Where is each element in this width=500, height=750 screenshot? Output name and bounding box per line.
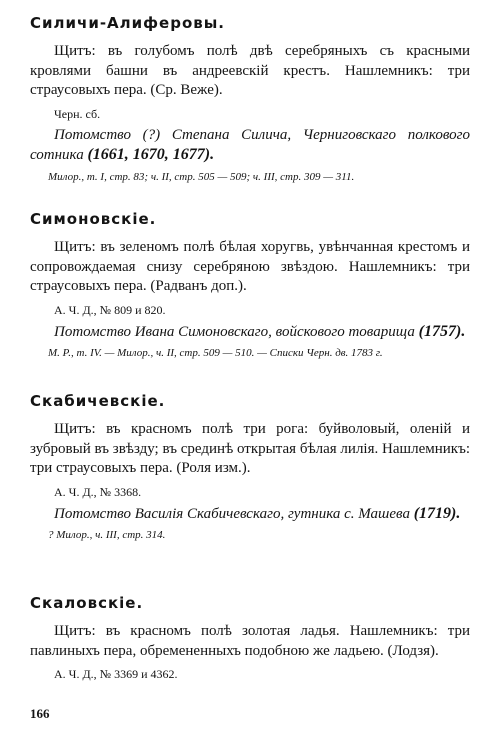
coat-of-arms-description: Щитъ: въ красномъ полѣ три рога: буйволовый, оленій и зубровый въ звѣзду; въ срединѣ открытая бѣлая лилія. Нашлемникъ: три страусовыхъ пера. (Роля изм.).: [30, 421, 470, 476]
entry-title: Скаловскіе.: [30, 594, 144, 612]
source-reference: А. Ч. Д., № 809 и 820.: [54, 302, 166, 317]
lineage-years: (1757).: [418, 322, 466, 340]
lineage-text: Потомство (?) Степана Силича, Черниговскаго полкового сотника: [30, 126, 470, 163]
entry-simonovskie: [30, 210, 470, 361]
bibliographic-references: М. Р., т. IV. — Милор., ч. II, стр. 509 — 510. — Списки Черн. дв. 1783 г.: [48, 347, 383, 359]
lineage-years: (1719).: [413, 504, 461, 522]
entry-title: Силичи-Алиферовы.: [30, 14, 226, 32]
coat-of-arms-description: Щитъ: въ голубомъ полѣ двѣ серебряныхъ съ красными кровлями башни въ андреевскій крестъ. Нашлемникъ: три страусовыхъ пера. (Ср. Веже).: [30, 43, 470, 98]
lineage-text: Потомство Ивана Симоновскаго, войскового товарища: [54, 323, 415, 340]
source-reference: А. Ч. Д., № 3369 и 4362.: [54, 667, 178, 681]
entry-silichi-aliferovy: [30, 14, 470, 185]
page-number: 166: [30, 706, 50, 721]
bibliographic-references: ? Милор., ч. III, стр. 314.: [48, 529, 166, 541]
bibliographic-references: Милор., т. I, стр. 83; ч. II, стр. 505 — 509; ч. III, стр. 309 — 311.: [48, 170, 355, 183]
entry-skalovskie: [30, 594, 470, 683]
entry-title: Скабичевскіе.: [30, 392, 166, 410]
entry-skabichevskie: [30, 392, 470, 543]
lineage-note: [30, 504, 470, 525]
coat-of-arms-description: Щитъ: въ зеленомъ полѣ бѣлая хоругвь, увѣнчанная крестомъ и сопровождаемая снизу серебряною звѣздою. Нашлемникъ: три страусовыхъ пера. (Радванъ доп.).: [30, 239, 470, 294]
lineage-note: [30, 322, 470, 343]
lineage-years: (1661, 1670, 1677).: [87, 146, 215, 163]
source-reference: Черн. сб.: [54, 106, 101, 121]
coat-of-arms-description: Щитъ: въ красномъ полѣ золотая ладья. Нашлемникъ: три павлиныхъ пера, обремененныхъ подобною же ладьею. (Лодзя).: [30, 623, 470, 659]
lineage-text: Потомство Василія Скабичевскаго, гутника с. Машева: [54, 505, 410, 522]
source-reference: А. Ч. Д., № 3368.: [54, 484, 142, 499]
entry-title: Симоновскіе.: [30, 210, 157, 228]
lineage-note: [30, 126, 470, 166]
